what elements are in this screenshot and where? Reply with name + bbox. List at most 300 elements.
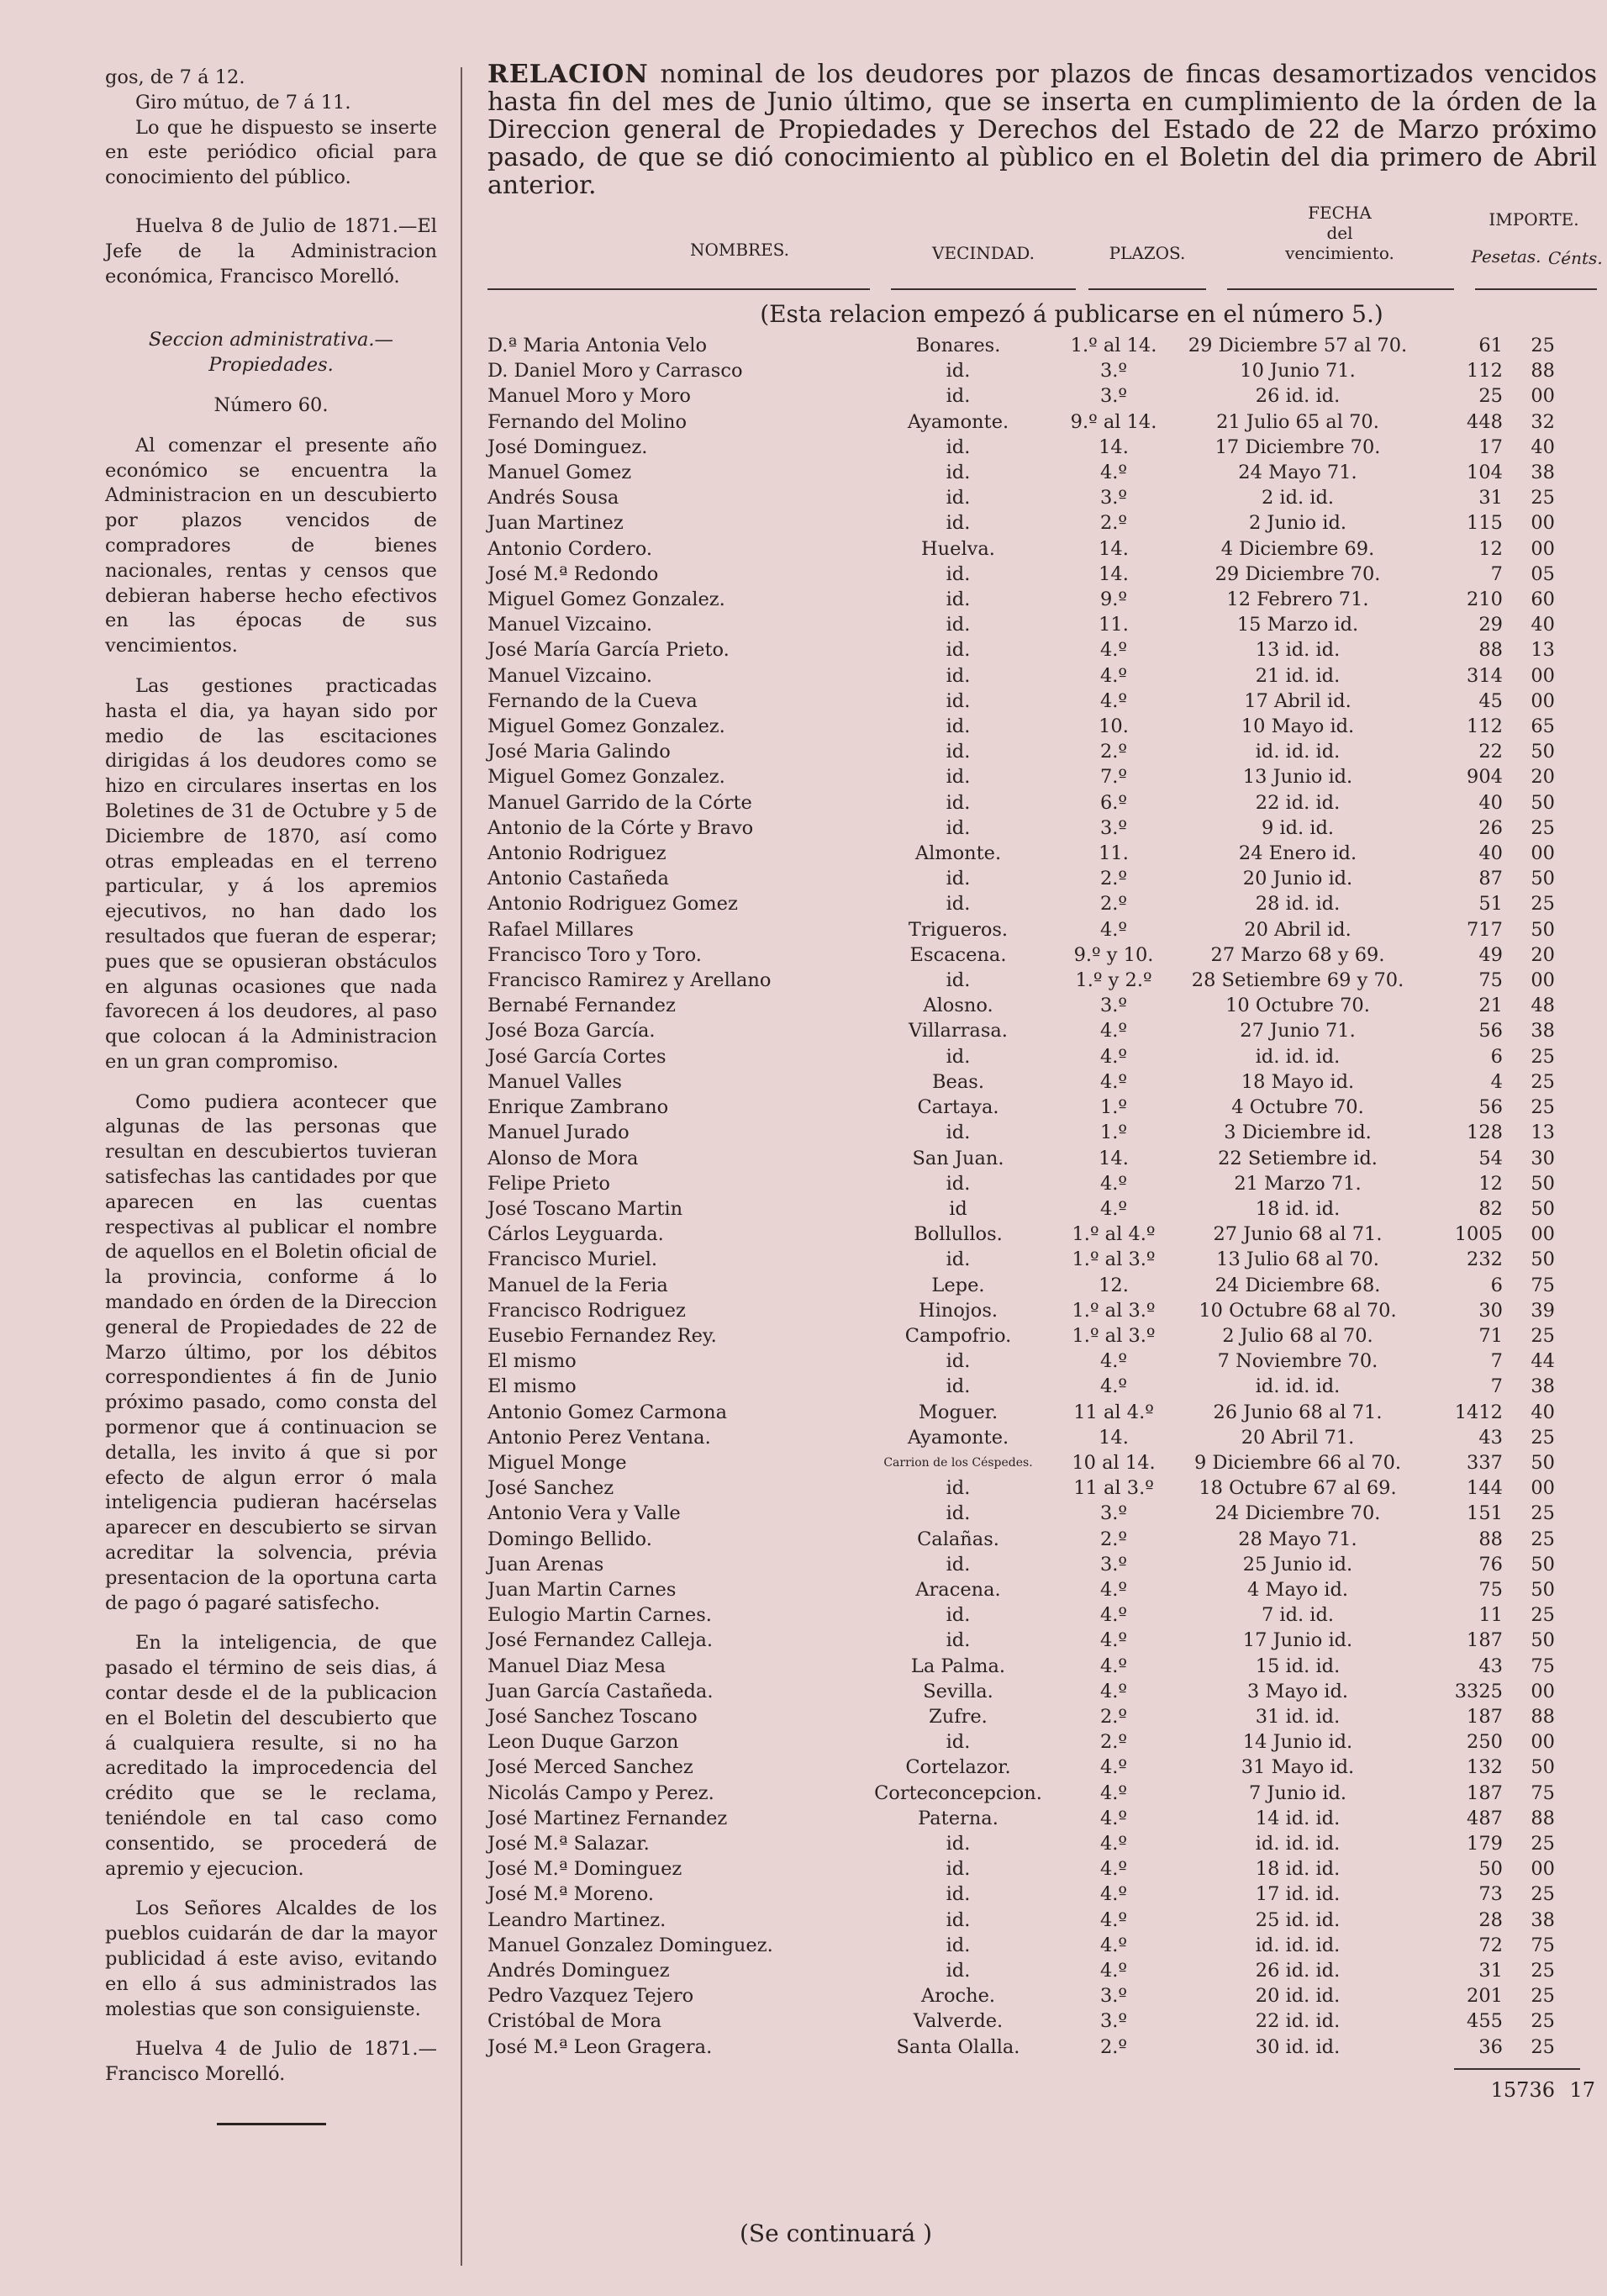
debtor-town: id. (946, 1502, 971, 1525)
debtor-name: D. Daniel Moro y Carrasco (487, 360, 743, 383)
amount-cents: 25 (1531, 1604, 1555, 1627)
debtor-town: Cartaya. (917, 1096, 999, 1119)
debtor-name: Pedro Vazquez Tejero (487, 1985, 694, 2008)
due-date: 12 Febrero 71. (1226, 589, 1369, 611)
due-date: 10 Octubre 68 al 70. (1199, 1299, 1397, 1322)
table-row (487, 790, 1555, 815)
debtor-town: id. (946, 741, 971, 763)
amount-cents: 75 (1531, 1655, 1555, 1677)
debtor-name: Miguel Gomez Gonzalez. (487, 715, 725, 738)
due-date: 28 id. id. (1255, 893, 1341, 916)
table-row (487, 891, 1555, 916)
debtor-terms: 3.º (1099, 360, 1128, 383)
paragraph-2: Las gestiones practicadas hasta el dia, ya hayan sido por medio de las escitaciones dirigidas á los deudores como se hizo en circulares insertas en los Boletines de 31 de Octubre y 5 de Diciembre de 1870, así como otras empleadas en el terreno particular, y á los apremios ejecutivos, no han dado los resultados que fueran de esperar; pues que se opusieran obstáculos en algunas ocasiones que nada favorecen á los deudores, al paso que colocan á la Administracion en un gran compromiso. (105, 674, 437, 1073)
debtor-name: Antonio Vera y Valle (487, 1502, 681, 1525)
amount-cents: 00 (1531, 689, 1555, 712)
table-row (487, 460, 1555, 485)
due-date: 7 Junio id. (1248, 1781, 1347, 1804)
debtor-town: id. (946, 435, 971, 458)
debtor-name: Manuel de la Feria (487, 1274, 668, 1296)
debtor-name: José Fernandez Calleja. (487, 1629, 714, 1652)
debtor-name: Leon Duque Garzon (487, 1731, 679, 1754)
amount-cents: 30 (1531, 1147, 1555, 1169)
amount-pesetas: 250 (1467, 1731, 1503, 1754)
debtor-name: Fernando de la Cueva (487, 689, 698, 712)
debtor-name: Manuel Moro y Moro (487, 385, 691, 408)
debtor-town: Huelva. (921, 537, 995, 560)
amount-cents: 50 (1531, 918, 1555, 941)
debtor-name: José M.ª Dominguez (487, 1858, 682, 1881)
debtor-town: id. (946, 715, 971, 738)
debtor-terms: 4.º (1099, 1020, 1128, 1042)
due-date: 30 id. id. (1255, 2035, 1341, 2058)
debtor-name: Antonio Gomez Carmona (487, 1401, 728, 1423)
header-cents: Cénts. (1548, 248, 1603, 268)
table-row (487, 1781, 1555, 1806)
debtor-name: El mismo (487, 1350, 577, 1373)
amount-cents: 25 (1531, 2010, 1555, 2033)
amount-pesetas: 187 (1467, 1629, 1503, 1652)
debtor-terms: 10 al 14. (1072, 1451, 1156, 1474)
debtor-name: Juan Martinez (487, 512, 624, 535)
debtor-name: Manuel Gomez (487, 462, 632, 484)
table-row (487, 1856, 1555, 1882)
amount-pesetas: 26 (1478, 816, 1503, 839)
debtor-name: Domingo Bellido. (487, 1528, 652, 1550)
amount-pesetas: 1412 (1454, 1401, 1503, 1423)
debtor-name: Francisco Toro y Toro. (487, 943, 702, 966)
debtor-name: Leandro Martinez. (487, 1908, 667, 1931)
table-row (487, 1704, 1555, 1729)
amount-pesetas: 21 (1478, 995, 1503, 1017)
debtor-town: id. (946, 791, 971, 814)
due-date: 2 id. id. (1261, 487, 1335, 509)
header-rule-5 (1475, 288, 1597, 290)
amount-pesetas: 45 (1478, 689, 1503, 712)
amount-pesetas: 22 (1478, 741, 1503, 763)
table-row (487, 2035, 1555, 2060)
debtor-terms: 4.º (1099, 664, 1128, 687)
header-pesetas: Pesetas. (1471, 246, 1541, 267)
due-date: 29 Diciembre 57 al 70. (1188, 335, 1408, 356)
header-nombres: NOMBRES. (689, 240, 790, 260)
amount-cents: 75 (1531, 1934, 1555, 1956)
table-row (487, 1247, 1555, 1272)
debtor-name: Andrés Dominguez (487, 1960, 670, 1982)
due-date: 20 Junio id. (1242, 868, 1353, 890)
table-row (487, 1450, 1555, 1475)
amount-cents: 50 (1531, 741, 1555, 763)
due-date: 9 Diciembre 66 al 70. (1193, 1451, 1402, 1474)
debtor-terms: 4.º (1099, 1045, 1128, 1068)
debtor-name: Antonio Cordero. (487, 537, 653, 560)
header-fecha-1: FECHA (1308, 203, 1372, 223)
amount-pesetas: 7 (1490, 1375, 1503, 1398)
signature-1: Huelva 8 de Julio de 1871.—El Jefe de la Administracion económica, Francisco Morelló. (105, 214, 437, 288)
due-date: 28 Mayo 71. (1238, 1528, 1357, 1550)
amount-cents: 00 (1531, 385, 1555, 408)
amount-cents: 25 (1531, 487, 1555, 509)
debtor-terms: 2.º (1099, 893, 1128, 916)
debtor-terms: 4.º (1099, 1858, 1128, 1881)
amount-pesetas: 455 (1467, 2010, 1503, 2033)
debtor-terms: 14. (1099, 1147, 1129, 1169)
amount-cents: 75 (1531, 1781, 1555, 1804)
due-date: 24 Enero id. (1238, 842, 1357, 865)
debtor-terms: 2.º (1099, 741, 1128, 763)
amount-pesetas: 7 (1490, 562, 1503, 585)
table-row (487, 409, 1555, 435)
intro-lead: RELACION (487, 60, 649, 89)
debtor-town: id. (946, 1832, 971, 1855)
table-headers (487, 199, 1603, 300)
debtor-name: José Sanchez Toscano (487, 1705, 698, 1728)
amount-cents: 00 (1531, 537, 1555, 560)
amount-pesetas: 314 (1467, 664, 1503, 687)
amount-pesetas: 4 (1490, 1070, 1503, 1093)
debtor-name: José M.ª Salazar. (487, 1832, 650, 1855)
debtor-terms: 7.º (1099, 766, 1128, 789)
debtor-name: Eusebio Fernandez Rey. (487, 1324, 717, 1347)
amount-cents: 44 (1531, 1350, 1555, 1373)
debtor-town: Villarrasa. (909, 1020, 1008, 1042)
debtor-terms: 10. (1099, 715, 1129, 738)
debtor-terms: 3.º (1099, 995, 1128, 1017)
debtor-name: Bernabé Fernandez (487, 995, 676, 1017)
amount-pesetas: 73 (1478, 1883, 1503, 1906)
amount-cents: 25 (1531, 1045, 1555, 1068)
due-date: 2 Julio 68 al 70. (1222, 1324, 1373, 1347)
debtor-town: Trigueros. (908, 918, 1009, 941)
debtor-name: Francisco Rodriguez (487, 1299, 686, 1322)
debtor-terms: 11 al 3.º (1073, 1477, 1154, 1500)
table-row (487, 1374, 1555, 1399)
debtor-town: Beas. (932, 1070, 984, 1093)
amount-pesetas: 75 (1478, 969, 1503, 992)
debtor-name: Manuel Vizcaino. (487, 614, 653, 636)
due-date: 25 id. id. (1255, 1908, 1341, 1931)
left-line-1: gos, de 7 á 12. (105, 66, 245, 88)
debtor-name: José Toscano Martin (487, 1197, 683, 1220)
amount-cents: 00 (1531, 1858, 1555, 1881)
due-date: 26 Junio 68 al 71. (1213, 1401, 1383, 1423)
debtor-name: José M.ª Redondo (487, 562, 659, 585)
table-row (487, 1349, 1555, 1374)
total-rule (1454, 2068, 1580, 2070)
amount-cents: 25 (1531, 2035, 1555, 2058)
amount-pesetas: 30 (1478, 1299, 1503, 1322)
debtor-town: id. (946, 1172, 971, 1195)
amount-cents: 25 (1531, 1324, 1555, 1347)
series-note: (Esta relacion empezó á publicarse en el número 5.) (760, 300, 1383, 328)
debtor-town: Ayamonte. (907, 410, 1009, 433)
header-vecindad: VECINDAD. (932, 243, 1035, 263)
debtor-terms: 3.º (1099, 816, 1128, 839)
debtor-town: id. (946, 766, 971, 789)
due-date: 21 Julio 65 al 70. (1216, 410, 1379, 433)
debtor-name: José M.ª Leon Gragera. (487, 2035, 713, 2058)
amount-pesetas: 487 (1467, 1807, 1503, 1829)
due-date: 13 Julio 68 al 70. (1216, 1248, 1379, 1271)
paragraph-1: Al comenzar el presente año económico se encuentra la Administracion en un descubierto por plazos vencidos de compradores de bienes nacionales, rentas y censos que debieran haberse hecho efectivos en las épocas de sus vencimientos. (105, 434, 437, 657)
table-row (487, 1654, 1555, 1679)
debtor-town: id. (946, 1908, 971, 1931)
amount-cents: 60 (1531, 589, 1555, 611)
debtor-name: Manuel Garrido de la Córte (487, 791, 752, 814)
due-date: id. id. id. (1255, 1832, 1341, 1855)
amount-cents: 50 (1531, 1197, 1555, 1220)
amount-cents: 38 (1531, 462, 1555, 484)
table-row (487, 1908, 1555, 1933)
table-row (487, 333, 1555, 358)
due-date: 18 id. id. (1255, 1858, 1341, 1881)
amount-cents: 88 (1531, 360, 1555, 383)
amount-pesetas: 12 (1478, 537, 1503, 560)
table-row (487, 993, 1555, 1018)
debtor-name: Antonio Castañeda (487, 868, 669, 890)
debtor-terms: 9.º al 14. (1070, 410, 1157, 433)
debtor-town: id. (946, 1883, 971, 1906)
debtor-terms: 1.º y 2.º (1075, 969, 1152, 992)
amount-pesetas: 187 (1467, 1781, 1503, 1804)
debtor-terms: 4.º (1099, 1070, 1128, 1093)
amount-cents: 13 (1531, 639, 1555, 662)
amount-cents: 20 (1531, 943, 1555, 966)
debtor-town: id. (946, 1375, 971, 1398)
debtor-name: Rafael Millares (487, 918, 634, 941)
amount-cents: 05 (1531, 562, 1555, 585)
debtor-terms: 14. (1099, 562, 1129, 585)
amount-cents: 00 (1531, 842, 1555, 865)
table-row (487, 764, 1555, 789)
debtor-name: Juan Arenas (487, 1553, 604, 1576)
debtor-town: id. (946, 562, 971, 585)
due-date: 7 Noviembre 70. (1217, 1350, 1378, 1373)
debtor-terms: 4.º (1099, 1350, 1128, 1373)
amount-cents: 00 (1531, 664, 1555, 687)
debtor-town: Moguer. (918, 1401, 998, 1423)
amount-cents: 13 (1531, 1122, 1555, 1144)
table-row (487, 841, 1555, 866)
due-date: 2 Junio id. (1248, 512, 1347, 535)
total-pesetas: 15736 (1490, 2077, 1555, 2102)
due-date: 14 Junio id. (1242, 1731, 1353, 1754)
section-title: Seccion administrativa.—Propiedades. (148, 329, 394, 377)
debtor-terms: 2.º (1099, 868, 1128, 890)
debtor-town: Aracena. (915, 1578, 1001, 1601)
debtor-name: Miguel Monge (487, 1451, 627, 1474)
amount-pesetas: 43 (1478, 1655, 1503, 1677)
due-date: 20 Abril 71. (1241, 1426, 1355, 1449)
table-row (487, 1983, 1555, 2008)
debtor-name: Manuel Jurado (487, 1122, 630, 1144)
due-date: 4 Diciembre 69. (1220, 537, 1375, 560)
debtor-name: Miguel Gomez Gonzalez. (487, 766, 725, 789)
amount-pesetas: 904 (1467, 766, 1503, 789)
table-row (487, 1679, 1555, 1704)
amount-cents: 25 (1531, 816, 1555, 839)
table-row (487, 1095, 1555, 1120)
debtor-terms: 4.º (1099, 1756, 1128, 1779)
amount-cents: 50 (1531, 1629, 1555, 1652)
debtor-town: id. (946, 1858, 971, 1881)
header-rule-1 (487, 288, 870, 290)
debtor-terms: 14. (1099, 537, 1129, 560)
amount-pesetas: 56 (1478, 1096, 1503, 1119)
due-date: id. id. id. (1255, 1375, 1341, 1398)
debtor-terms: 4.º (1099, 918, 1128, 941)
debtor-town: id (949, 1197, 967, 1220)
amount-cents: 25 (1531, 1985, 1555, 2008)
due-date: 24 Diciembre 68. (1214, 1274, 1381, 1296)
debtor-town: Almonte. (914, 842, 1002, 865)
debtor-terms: 3.º (1099, 385, 1128, 408)
amount-pesetas: 75 (1478, 1578, 1503, 1601)
amount-cents: 25 (1531, 1832, 1555, 1855)
debtor-town: id. (946, 589, 971, 611)
due-date: id. id. id. (1255, 1045, 1341, 1068)
due-date: 3 Mayo id. (1246, 1680, 1349, 1702)
table-row (487, 1400, 1555, 1425)
due-date: id. id. id. (1255, 741, 1341, 763)
amount-pesetas: 112 (1467, 715, 1503, 738)
debtor-terms: 3.º (1099, 2010, 1128, 2033)
debtor-town: Paterna. (918, 1807, 998, 1829)
debtor-terms: 2.º (1099, 512, 1128, 535)
continues-note: (Se continuará ) (740, 2219, 933, 2247)
debtor-town: id. (946, 969, 971, 992)
debtor-terms: 4.º (1099, 462, 1128, 484)
table-row (487, 1933, 1555, 1958)
due-date: 7 id. id. (1261, 1604, 1335, 1627)
debtor-town: id. (946, 893, 971, 916)
amount-cents: 50 (1531, 1578, 1555, 1601)
debtor-name: Juan García Castañeda. (487, 1680, 714, 1702)
amount-pesetas: 11 (1478, 1604, 1503, 1627)
debtor-name: Felipe Prieto (487, 1172, 610, 1195)
debtor-town: Valverde. (913, 2010, 1004, 2033)
debtor-town: id. (946, 664, 971, 687)
table-row (487, 2008, 1555, 2034)
debtor-terms: 14. (1099, 1426, 1129, 1449)
debtor-town: id. (946, 462, 971, 484)
debtor-terms: 1.º (1099, 1122, 1128, 1144)
table-row (487, 485, 1555, 510)
debtor-town: Calañas. (917, 1528, 999, 1550)
debtor-town: Lepe. (931, 1274, 985, 1296)
table-row (487, 536, 1555, 562)
debtor-town: id. (946, 1960, 971, 1982)
debtor-terms: 11 al 4.º (1073, 1401, 1154, 1423)
paragraph-4: En la inteligencia, de que pasado el término de seis dias, á contar desde el de la publicacion en el Boletin del descubierto que á cualquiera resulte, si no ha acreditado la improcedencia del crédito que se le reclama, teniéndole en tal caso como consentido, se procederá de apremio y ejecucion. (105, 1632, 437, 1880)
amount-pesetas: 179 (1467, 1832, 1503, 1855)
header-rule-2 (891, 288, 1076, 290)
amount-pesetas: 36 (1478, 2035, 1503, 2058)
amount-cents: 25 (1531, 335, 1555, 356)
debtor-town: id. (946, 1604, 971, 1627)
intro-text: nominal de los deudores por plazos de fincas desamortizados vencidos hasta fin del mes de Junio último, que se inserta en cumplimiento de la órden de la Direccion general de Propiedades y Derechos del Estado de 22 de Marzo próximo pasado, de que se dió conocimiento al pùblico en el Boletin del dia primero de Abril anterior. (487, 60, 1597, 200)
debtor-terms: 1.º al 4.º (1072, 1223, 1156, 1246)
left-line-3: Lo que he dispuesto se inserte en este periódico oficial para conocimiento del público. (105, 116, 437, 189)
debtor-terms: 14. (1099, 435, 1129, 458)
debtor-name: José Sanchez (487, 1477, 614, 1500)
due-date: 17 Junio id. (1242, 1629, 1353, 1652)
amount-cents: 50 (1531, 1172, 1555, 1195)
amount-pesetas: 56 (1478, 1020, 1503, 1042)
table-row (487, 587, 1555, 612)
due-date: 21 Marzo 71. (1234, 1172, 1362, 1195)
amount-pesetas: 144 (1467, 1477, 1503, 1500)
amount-cents: 25 (1531, 893, 1555, 916)
debtor-name: Antonio Rodriguez (487, 842, 667, 865)
amount-cents: 38 (1531, 1908, 1555, 1931)
due-date: 25 Junio id. (1242, 1553, 1353, 1576)
due-date: 4 Mayo id. (1246, 1578, 1349, 1601)
debtor-terms: 4.º (1099, 1375, 1128, 1398)
due-date: 26 id. id. (1255, 385, 1341, 408)
left-column (105, 66, 437, 2125)
due-date: 4 Octubre 70. (1231, 1096, 1364, 1119)
amount-pesetas: 1005 (1454, 1223, 1503, 1246)
debtor-terms: 4.º (1099, 1832, 1128, 1855)
amount-cents: 00 (1531, 969, 1555, 992)
debtor-town: id. (946, 816, 971, 839)
table-row (487, 866, 1555, 891)
due-date: 9 id. id. (1261, 816, 1335, 839)
amount-pesetas: 112 (1467, 360, 1503, 383)
amount-cents: 00 (1531, 1223, 1555, 1246)
debtor-name: José Boza García. (487, 1020, 656, 1042)
due-date: 29 Diciembre 70. (1214, 562, 1381, 585)
amount-pesetas: 43 (1478, 1426, 1503, 1449)
amount-pesetas: 6 (1490, 1274, 1503, 1296)
debtor-town: San Juan. (912, 1147, 1004, 1169)
debtor-name: Francisco Muriel. (487, 1248, 658, 1271)
debtor-terms: 9.º (1099, 589, 1128, 611)
amount-cents: 25 (1531, 1426, 1555, 1449)
table-row (487, 1018, 1555, 1043)
amount-pesetas: 7 (1490, 1350, 1503, 1373)
debtor-town: id. (946, 1122, 971, 1144)
table-row (487, 1729, 1555, 1755)
amount-pesetas: 28 (1478, 1908, 1503, 1931)
amount-pesetas: 87 (1478, 868, 1503, 890)
table-row (487, 1146, 1555, 1171)
debtor-name: Miguel Gomez Gonzalez. (487, 589, 725, 611)
amount-pesetas: 210 (1467, 589, 1503, 611)
table-row (487, 1298, 1555, 1323)
debtor-terms: 4.º (1099, 1629, 1128, 1652)
amount-pesetas: 337 (1467, 1451, 1503, 1474)
amount-cents: 48 (1531, 995, 1555, 1017)
debtor-terms: 4.º (1099, 689, 1128, 712)
debtor-terms: 2.º (1099, 1528, 1128, 1550)
total-cents: 17 (1569, 2077, 1595, 2102)
due-date: 27 Junio 71. (1240, 1020, 1356, 1042)
table-row (487, 1425, 1555, 1450)
table-row (487, 1958, 1555, 1983)
header-rule-4 (1227, 288, 1454, 290)
debtor-town: id. (946, 639, 971, 662)
due-date: 15 Marzo id. (1236, 614, 1359, 636)
debtor-name: D.ª Maria Antonia Velo (487, 335, 708, 356)
debtor-town: Corteconcepcion. (874, 1781, 1042, 1804)
table-row (487, 1044, 1555, 1069)
due-date: 28 Setiembre 69 y 70. (1191, 969, 1404, 992)
debtor-town: Aroche. (920, 1985, 996, 2008)
debtor-terms: 1.º al 14. (1070, 335, 1157, 356)
table-row (487, 1755, 1555, 1780)
